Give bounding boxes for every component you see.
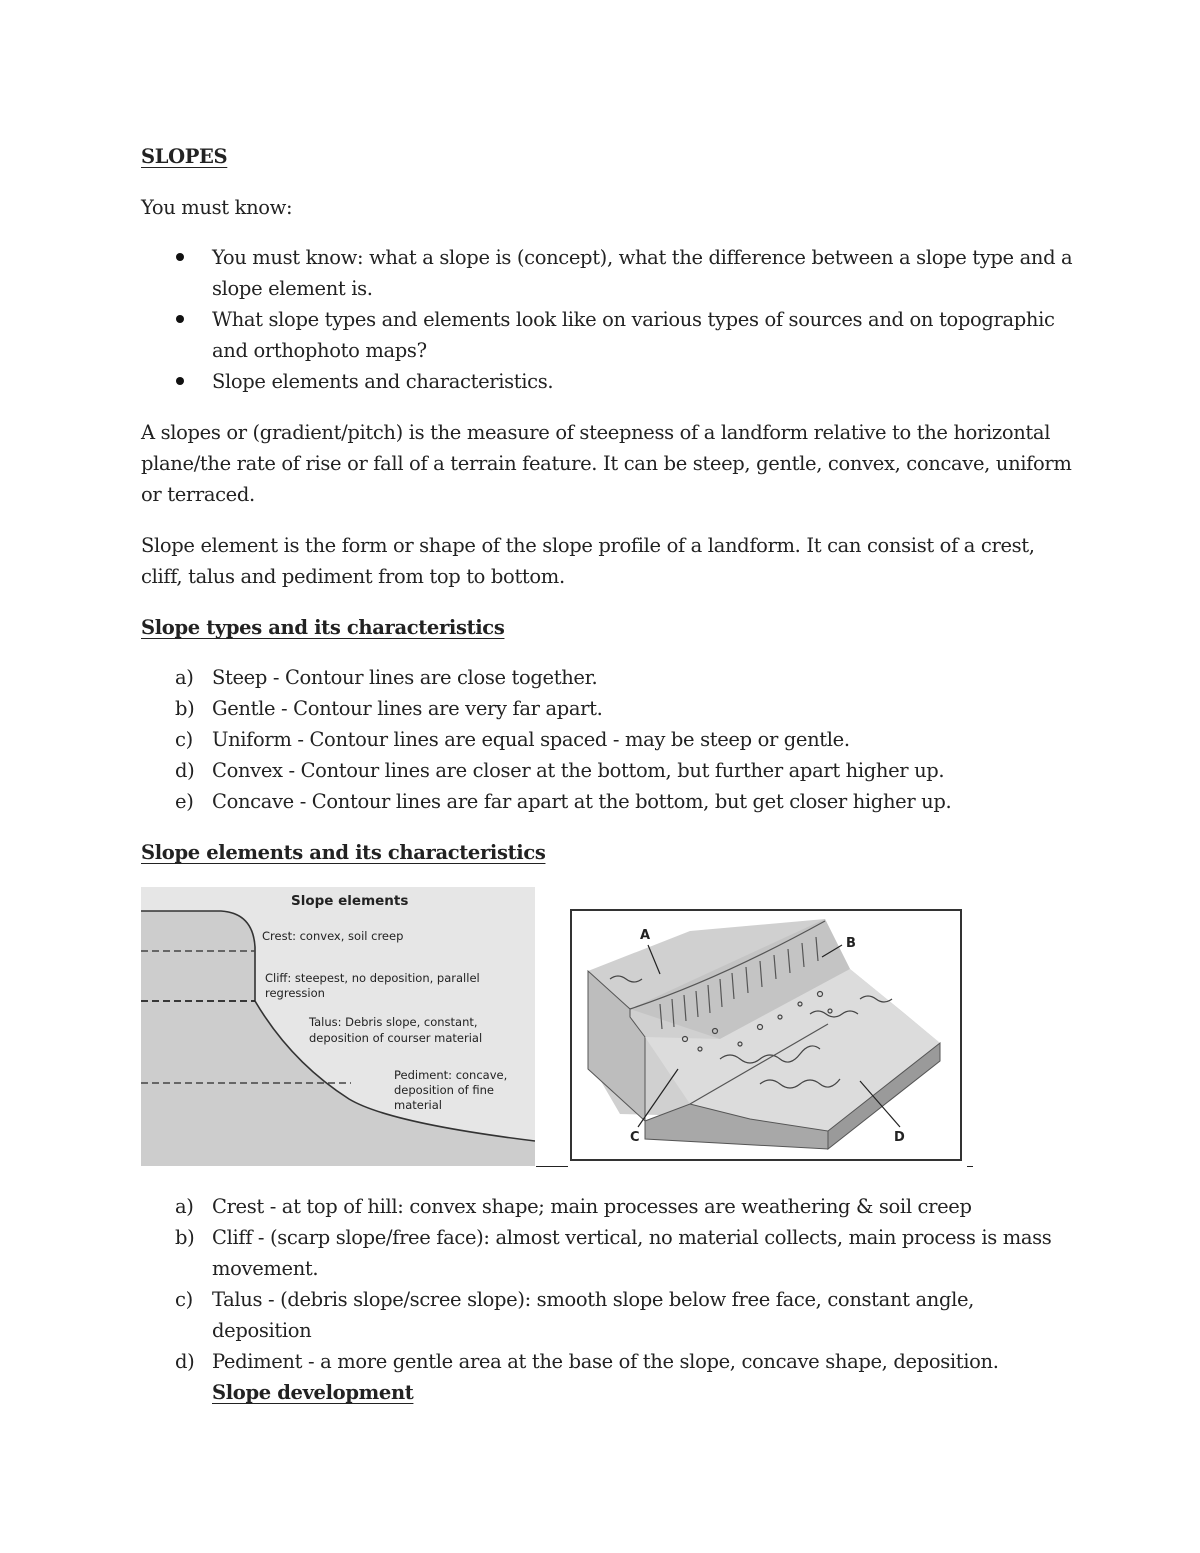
talus-label-1: Talus: Debris slope, constant, <box>309 1015 478 1029</box>
cliff-label-2: regression <box>265 986 325 1000</box>
list-marker: d) <box>175 759 195 782</box>
element-cliff-line-1: Cliff - (scarp slope/free face): almost vertical, no material collects, main process is mass <box>212 1226 1052 1249</box>
slope-elements-heading: Slope elements and its characteristics <box>141 841 546 864</box>
intro-text: You must know: <box>141 196 293 219</box>
talus-label-2: deposition of courser material <box>309 1031 483 1045</box>
bullet-item-3-line-1: Slope elements and characteristics. <box>212 370 554 393</box>
slope-types-heading: Slope types and its characteristics <box>141 616 505 639</box>
list-marker: a) <box>175 1195 194 1218</box>
list-marker: d) <box>175 1350 195 1373</box>
list-marker: b) <box>175 1226 195 1249</box>
crest-label: Crest: convex, soil creep <box>262 929 404 943</box>
list-marker: c) <box>175 1288 193 1311</box>
para1-line-2: plane/the rate of rise or fall of a terrain feature. It can be steep, gentle, convex, concave, uniform <box>141 452 1072 475</box>
figure-underline <box>536 1166 568 1167</box>
slope-type-gentle: Gentle - Contour lines are very far apart. <box>212 697 603 720</box>
para2-line-2: cliff, talus and pediment from top to bottom. <box>141 565 565 588</box>
bullet-item-1-line-1: You must know: what a slope is (concept), what the difference between a slope type and a <box>212 246 1073 269</box>
para2-line-1: Slope element is the form or shape of the slope profile of a landform. It can consist of a crest, <box>141 534 1035 557</box>
figure-title: Slope elements <box>291 893 409 909</box>
element-crest: Crest - at top of hill: convex shape; main processes are weathering & soil creep <box>212 1195 972 1218</box>
slope-development-heading: Slope development <box>212 1381 414 1404</box>
element-talus-line-2: deposition <box>212 1319 312 1342</box>
slope-elements-diagram <box>141 887 535 1166</box>
pediment-label-2: deposition of fine <box>394 1083 494 1097</box>
list-marker: a) <box>175 666 194 689</box>
bullet-item-1-line-2: slope element is. <box>212 277 373 300</box>
bullet-dot <box>176 377 184 385</box>
para1-line-1: A slopes or (gradient/pitch) is the measure of steepness of a landform relative to the horizontal <box>141 421 1051 444</box>
bullet-dot <box>176 253 184 261</box>
element-talus-line-1: Talus - (debris slope/scree slope): smooth slope below free face, constant angle, <box>212 1288 975 1311</box>
slope-type-uniform: Uniform - Contour lines are equal spaced - may be steep or gentle. <box>212 728 850 751</box>
label-a: A <box>640 928 651 943</box>
bullet-item-2-line-1: What slope types and elements look like on various types of sources and on topographic <box>212 308 1055 331</box>
bullet-dot <box>176 315 184 323</box>
element-cliff-line-2: movement. <box>212 1257 319 1280</box>
label-b: B <box>846 936 856 951</box>
figure-underline <box>967 1166 973 1167</box>
page-title: SLOPES <box>141 145 228 168</box>
list-marker: e) <box>175 790 194 813</box>
slope-type-steep: Steep - Contour lines are close together. <box>212 666 598 689</box>
pediment-label-3: material <box>394 1098 442 1112</box>
slope-type-convex: Convex - Contour lines are closer at the bottom, but further apart higher up. <box>212 759 945 782</box>
list-marker: c) <box>175 728 193 751</box>
slope-type-concave: Concave - Contour lines are far apart at the bottom, but get closer higher up. <box>212 790 952 813</box>
bullet-item-2-line-2: and orthophoto maps? <box>212 339 427 362</box>
block-diagram <box>570 909 962 1161</box>
pediment-label-1: Pediment: concave, <box>394 1068 508 1082</box>
element-pediment: Pediment - a more gentle area at the base of the slope, concave shape, deposition. <box>212 1350 999 1373</box>
cliff-label-1: Cliff: steepest, no deposition, parallel <box>265 971 480 985</box>
label-c: C <box>630 1130 640 1145</box>
list-marker: b) <box>175 697 195 720</box>
label-d: D <box>894 1130 905 1145</box>
para1-line-3: or terraced. <box>141 483 255 506</box>
